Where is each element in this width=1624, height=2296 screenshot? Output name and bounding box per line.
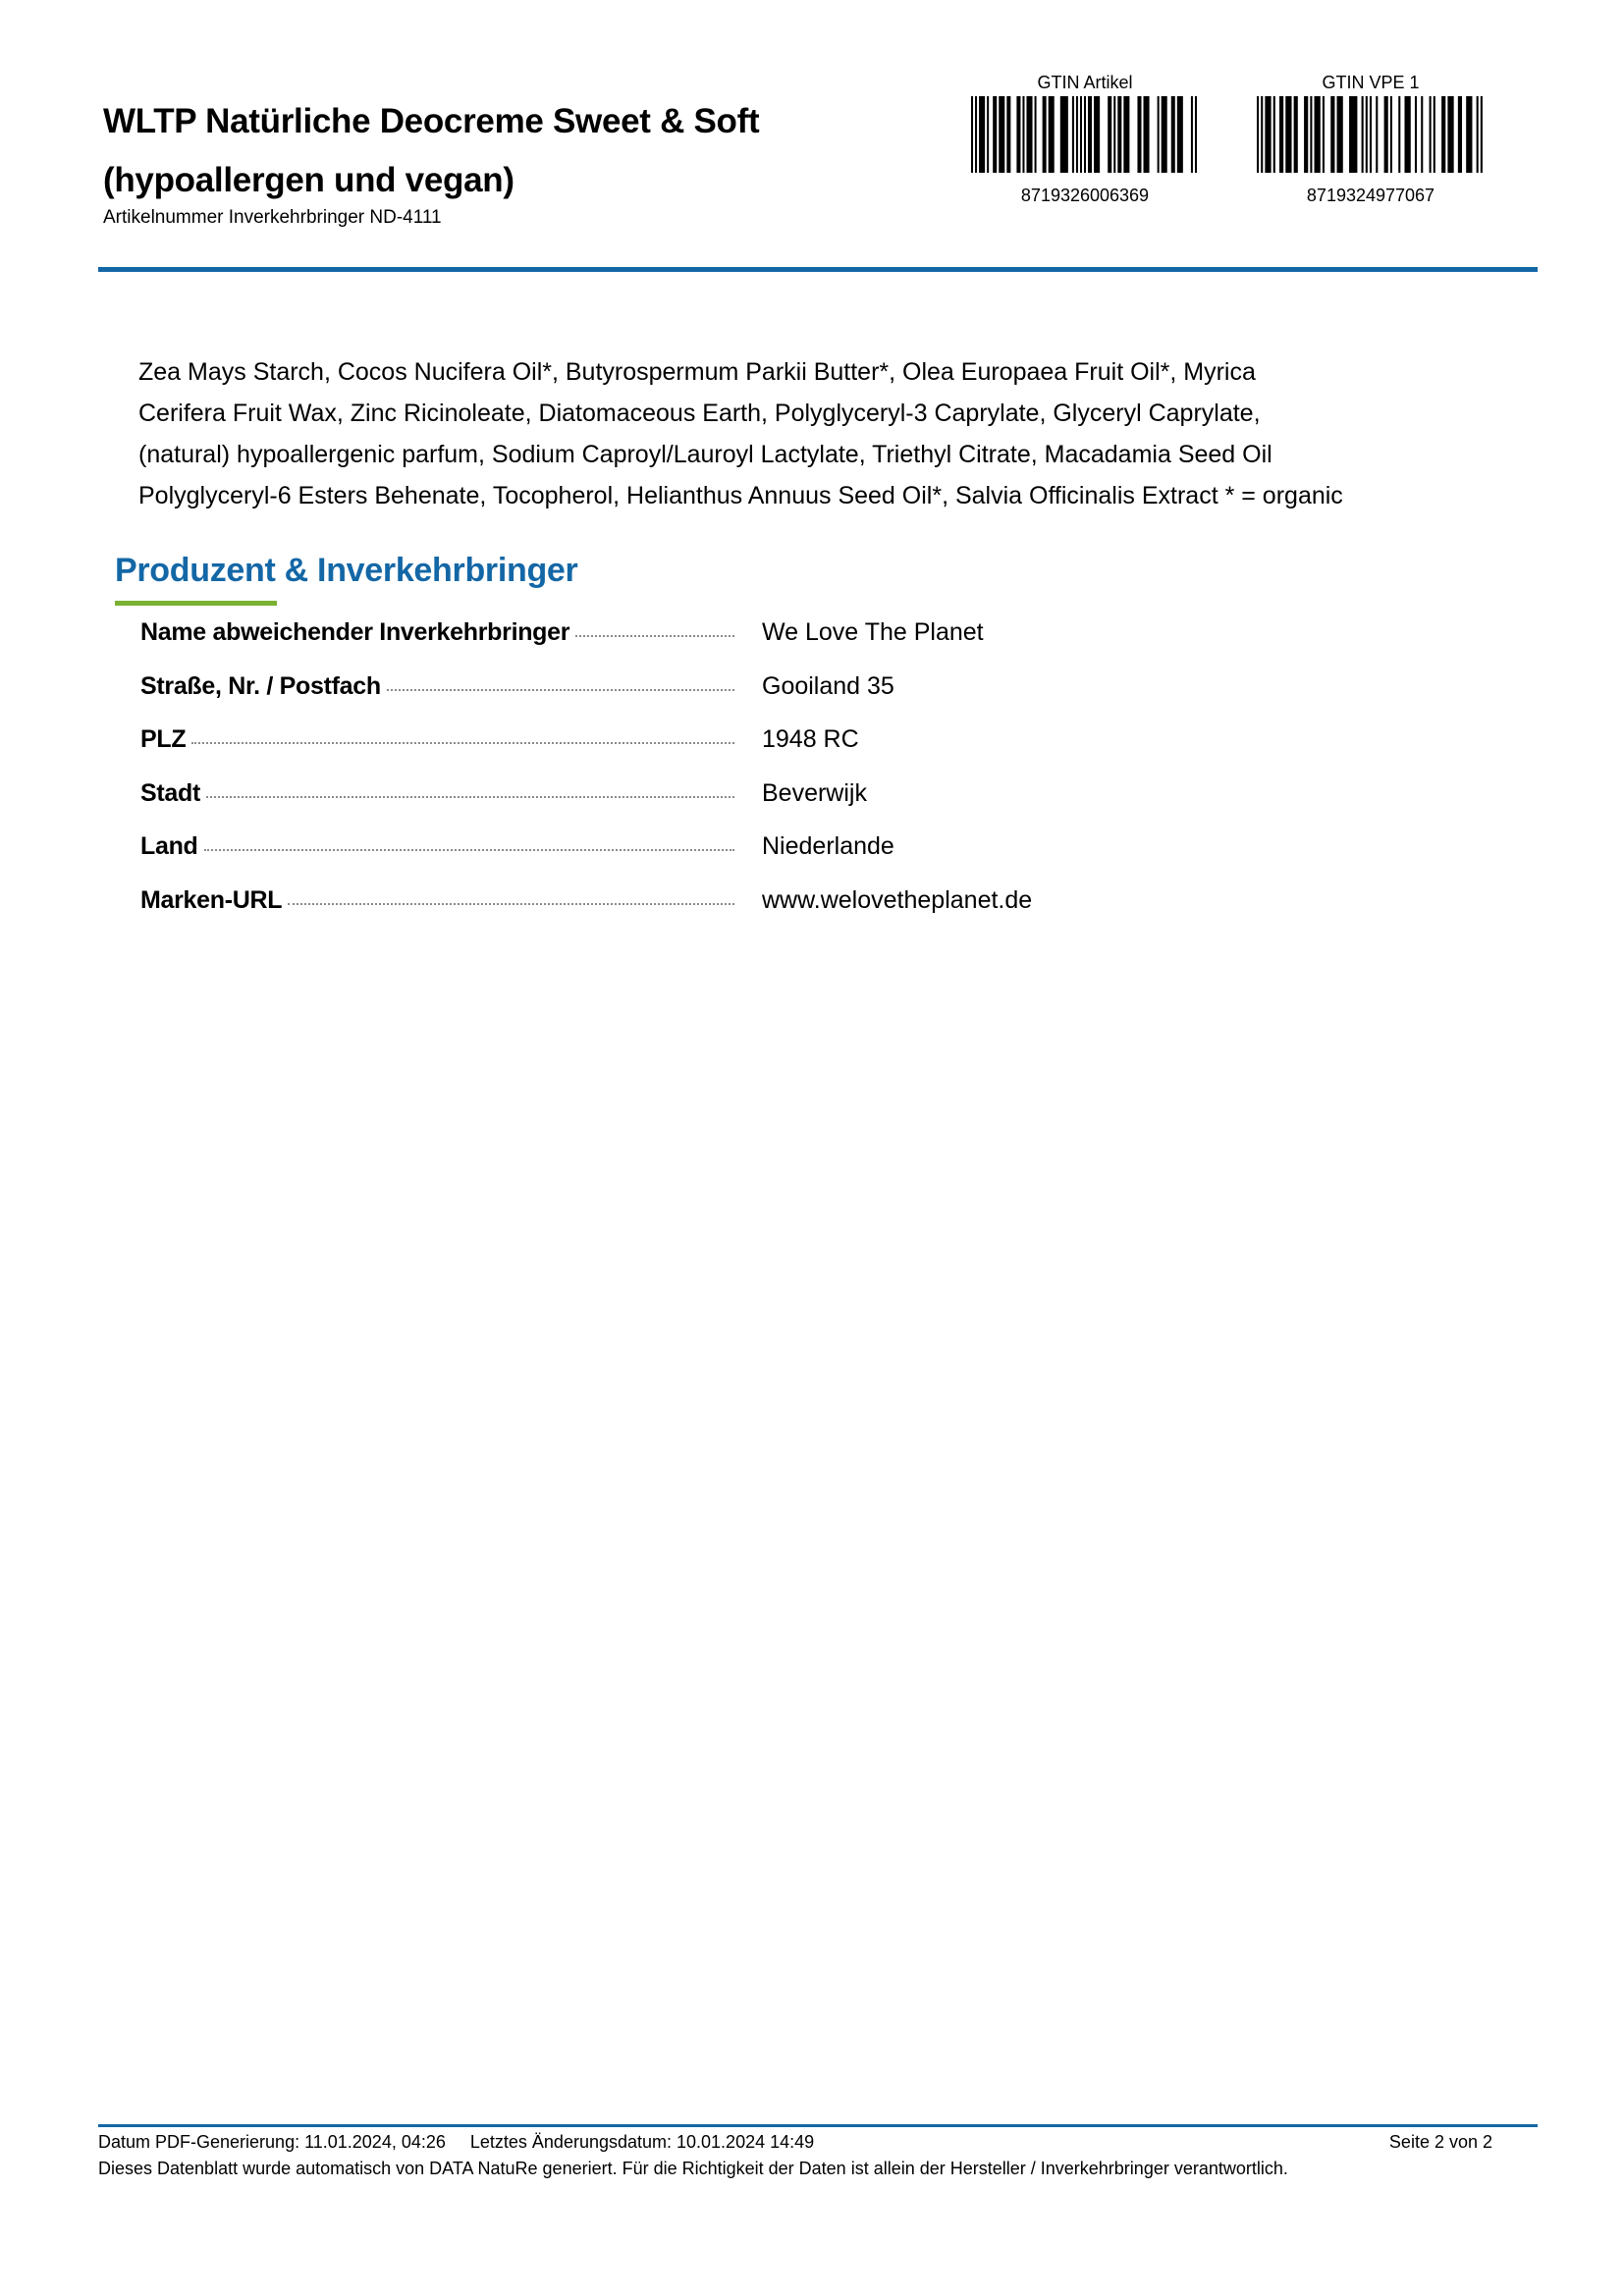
barcode-bar [1376, 96, 1378, 173]
barcode-bar [1370, 96, 1372, 173]
barcode-bar [1362, 96, 1364, 173]
barcode-bar [1404, 96, 1410, 173]
barcode-bar [1171, 96, 1175, 173]
barcode-bar [1294, 96, 1298, 173]
barcode-bar [1094, 96, 1100, 173]
barcode-bar [1072, 96, 1074, 173]
barcode-bar [1022, 96, 1024, 173]
product-title-line-2: (hypoallergen und vegan) [103, 161, 514, 199]
barcode-bar [1049, 96, 1055, 173]
barcode-bar [1466, 96, 1472, 173]
dot-leader [206, 796, 734, 798]
ingredients-line: Polyglyceryl-6 Esters Behenate, Tocopherol, Helianthus Annuus Seed Oil*, Salvia Officinalis Extract * = organic [138, 482, 1343, 509]
footer-divider [98, 2124, 1538, 2127]
header-divider [98, 267, 1538, 272]
barcode-bar [1285, 96, 1291, 173]
barcode-bar [1481, 96, 1483, 173]
producer-row [140, 779, 1417, 833]
producer-table [140, 618, 1417, 940]
ingredients-line: Zea Mays Starch, Cocos Nucifera Oil*, Butyrospermum Parkii Butter*, Olea Europaea Fruit Oil*, Myrica [138, 358, 1256, 386]
barcode-bar [987, 96, 989, 173]
producer-label: Name abweichender Inverkehrbringer [140, 618, 570, 646]
barcode-bar [1026, 96, 1032, 173]
barcode-bar [1434, 96, 1435, 173]
barcode-bar [1191, 96, 1193, 173]
producer-label: Land [140, 832, 198, 861]
barcode-bar [1279, 96, 1283, 173]
barcode-bar [1430, 96, 1432, 173]
barcode-image [971, 96, 1199, 173]
barcode-bar [1113, 96, 1115, 173]
ingredients-line: Cerifera Fruit Wax, Zinc Ricinoleate, Diatomaceous Earth, Polyglyceryl-3 Caprylate, Glyceryl Caprylate, [138, 400, 1261, 427]
barcode-bar [1310, 96, 1312, 173]
barcode-bar [1265, 96, 1271, 173]
barcode-label: GTIN Artikel [1037, 73, 1133, 92]
barcode-bar [1477, 96, 1479, 173]
barcode-bar [1006, 96, 1010, 173]
producer-value: Niederlande [762, 832, 894, 861]
barcode-bar [1261, 96, 1263, 173]
barcode-bar [1035, 96, 1037, 173]
barcode-bar [1177, 96, 1183, 173]
barcode-number: 8719324977067 [1306, 186, 1435, 205]
section-heading-producer: Produzent & Inverkehrbringer [115, 552, 578, 589]
barcode-bar [1080, 96, 1082, 173]
producer-value: 1948 RC [762, 725, 859, 754]
page-number: Seite 2 von 2 [1388, 2132, 1492, 2152]
barcode-gtin-vpe [1253, 72, 1489, 206]
barcode-bar [1441, 96, 1445, 173]
barcode-bar [999, 96, 1004, 173]
barcode-bar [1162, 96, 1167, 173]
dot-leader [575, 635, 734, 637]
footer-disclaimer: Dieses Datenblatt wurde automatisch von DATA NatuRe generiert. Für die Richtigkeit der Daten ist allein der Hersteller / Inverkehrbringer verantwortlich. [98, 2159, 1288, 2178]
dot-leader [387, 689, 734, 691]
barcode-bar [1195, 96, 1197, 173]
barcode-gtin-article [967, 72, 1203, 206]
producer-row [140, 672, 1417, 726]
barcode-bar [1415, 96, 1417, 173]
article-number: Artikelnummer Inverkehrbringer ND-4111 [103, 207, 442, 228]
generation-dates: Datum PDF-Generierung: 11.01.2024, 04:26 Letztes Änderungsdatum: 10.01.2024 14:49 [98, 2132, 815, 2152]
barcode-bar [993, 96, 997, 173]
ingredients-text [138, 351, 1523, 516]
producer-label: Stadt [140, 778, 201, 807]
producer-row [140, 618, 1417, 672]
dot-leader [288, 903, 734, 905]
product-title-line-1: WLTP Natürliche Deocreme Sweet & Soft [103, 102, 760, 140]
barcode-bar [1447, 96, 1453, 173]
barcode-bar [1304, 96, 1308, 173]
barcode-bar [1398, 96, 1400, 173]
brand-url[interactable]: www.welovetheplanet.de [762, 885, 1033, 914]
barcode-bar [1084, 96, 1086, 173]
barcode-number: 8719326006369 [1020, 186, 1150, 205]
barcode-bar [1158, 96, 1160, 173]
barcode-bar [1323, 96, 1325, 173]
barcode-bar [1088, 96, 1092, 173]
producer-value: We Love The Planet [762, 618, 984, 646]
barcode-bar [1421, 96, 1423, 173]
barcode-bar [1137, 96, 1141, 173]
product-title [103, 92, 967, 210]
barcode-bar [1123, 96, 1129, 173]
dot-leader [191, 742, 734, 744]
barcode-bar [1016, 96, 1020, 173]
barcode-bar [1076, 96, 1078, 173]
producer-value: Gooiland 35 [762, 671, 894, 700]
barcode-bar [1273, 96, 1275, 173]
barcode-bar [1330, 96, 1334, 173]
barcode-bar [1384, 96, 1388, 173]
producer-value: Beverwijk [762, 778, 867, 807]
producer-label: PLZ [140, 725, 187, 754]
barcode-bar [1144, 96, 1150, 173]
barcode-bar [979, 96, 985, 173]
footer-generation-info [98, 2132, 1492, 2153]
barcode-bar [1390, 96, 1392, 173]
barcode-bar [1060, 96, 1068, 173]
barcode-bar [1366, 96, 1368, 173]
barcode-bar [1043, 96, 1047, 173]
barcode-label: GTIN VPE 1 [1322, 73, 1420, 92]
barcode-bar [1257, 96, 1259, 173]
barcode-image [1257, 96, 1485, 173]
dot-leader [204, 849, 734, 851]
producer-label: Marken-URL [140, 885, 283, 914]
producer-label: Straße, Nr. / Postfach [140, 671, 381, 700]
barcode-bar [1337, 96, 1343, 173]
barcode-bar [1315, 96, 1321, 173]
producer-row [140, 725, 1417, 779]
barcode-bar [975, 96, 977, 173]
barcode-bar [1117, 96, 1121, 173]
barcode-bar [1349, 96, 1357, 173]
barcode-bar [1108, 96, 1111, 173]
producer-row [140, 832, 1417, 886]
barcode-bar [1458, 96, 1462, 173]
barcode-bar [971, 96, 973, 173]
producer-row [140, 886, 1417, 940]
section-underline [115, 601, 277, 606]
ingredients-line: (natural) hypoallergenic parfum, Sodium Caproyl/Lauroyl Lactylate, Triethyl Citrate, Macadamia Seed Oil [138, 441, 1272, 468]
